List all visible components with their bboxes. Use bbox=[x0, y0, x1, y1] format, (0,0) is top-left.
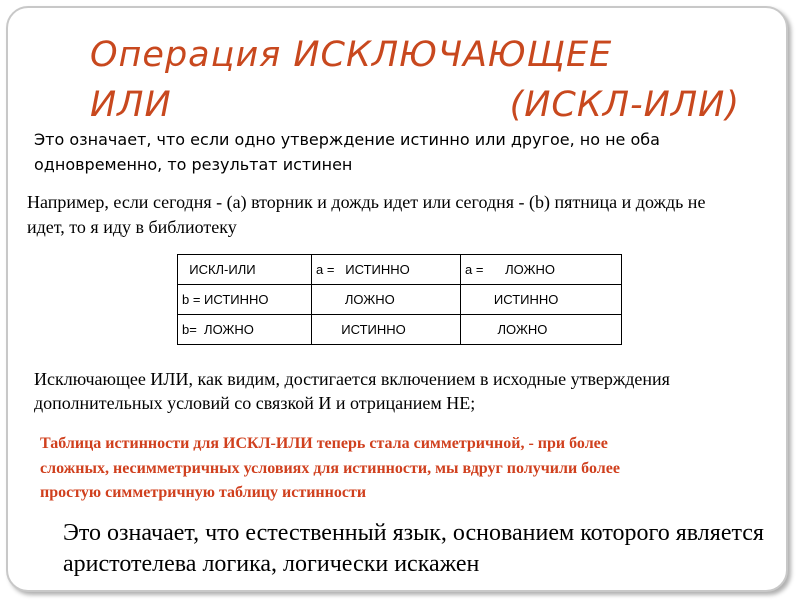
table-cell: ЛОЖНО bbox=[312, 285, 461, 315]
definition-paragraph: Это означает, что если одно утверждение истинно или другое, но не оба одновременно, то результат истинен bbox=[34, 130, 660, 174]
table-cell: b = ИСТИННО bbox=[178, 285, 312, 315]
title-line-2-right: (ИСКЛ-ИЛИ) bbox=[509, 85, 740, 125]
conclusion-paragraph: Это означает, что естественный язык, основанием которого является аристотелева логика, логически искажен bbox=[63, 520, 764, 577]
title-line-2 bbox=[90, 80, 770, 130]
title-line-2-left: ИЛИ bbox=[90, 85, 172, 125]
highlight-paragraph: Таблица истинности для ИСКЛ-ИЛИ теперь стала симметричной, - при более сложных, несимметричных условиях для истинности, мы вдруг получили более простую симметричную таблицу истинности bbox=[40, 435, 620, 501]
slide-title bbox=[90, 30, 770, 130]
table-cell: ЛОЖНО bbox=[461, 315, 622, 345]
table-cell: ИСТИННО bbox=[461, 285, 622, 315]
table-row bbox=[178, 315, 622, 345]
table-row bbox=[178, 285, 622, 315]
table-cell: a = ИСТИННО bbox=[312, 255, 461, 285]
table-row bbox=[178, 255, 622, 285]
table-cell: b= ЛОЖНО bbox=[178, 315, 312, 345]
table-cell: ИСКЛ-ИЛИ bbox=[178, 255, 312, 285]
table-cell: a = ЛОЖНО bbox=[461, 255, 622, 285]
title-line-1: Операция ИСКЛЮЧАЮЩЕЕ bbox=[90, 35, 613, 75]
example-paragraph: Например, если сегодня - (a) вторник и дождь идет или сегодня - (b) пятница и дождь не идет, то я иду в библиотеку bbox=[27, 192, 706, 237]
explanation-paragraph: Исключающее ИЛИ, как видим, достигается включением в исходные утверждения дополнительных условий со связкой И и отрицанием НЕ; bbox=[34, 369, 670, 413]
table-cell: ИСТИННО bbox=[312, 315, 461, 345]
truth-table bbox=[177, 254, 622, 345]
